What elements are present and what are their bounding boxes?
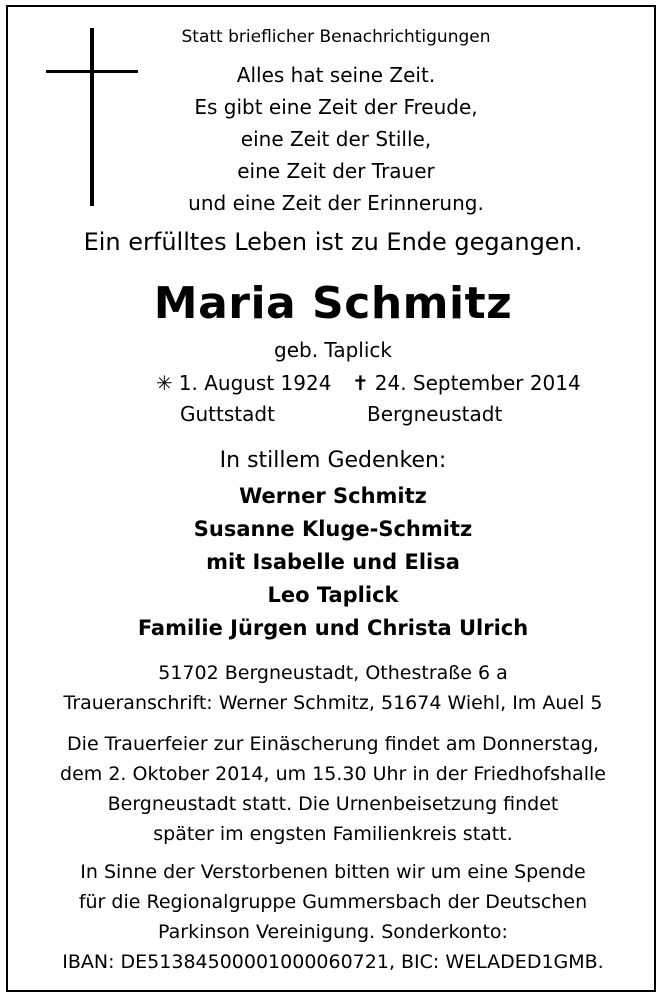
birth-star-icon: ✳ <box>156 371 173 395</box>
donation-line: für die Regionalgruppe Gummersbach der Deutschen <box>78 891 588 913</box>
verse-line: Alles hat seine Zeit. <box>236 63 436 87</box>
donation-line: In Sinne der Verstorbenen bitten wir um eine Spende <box>80 861 586 883</box>
birth-date-text: 1. August 1924 <box>178 371 332 395</box>
mourner-name: Leo Taplick <box>267 583 399 607</box>
birth-date <box>156 371 331 395</box>
cross-icon <box>46 28 138 206</box>
mourner-name: Familie Jürgen und Christa Ulrich <box>137 616 529 640</box>
ceremony-line: Die Trauerfeier zur Einäscherung findet am Donnerstag, <box>67 733 599 755</box>
mourners-heading: In stillem Gedenken: <box>219 448 447 473</box>
address-line: 51702 Bergneustadt, Othestraße 6 a <box>158 662 508 684</box>
address-line: Traueranschrift: Werner Schmitz, 51674 Wiehl, Im Auel 5 <box>63 692 603 714</box>
death-date-text: 24. September 2014 <box>374 371 581 395</box>
maiden-name: geb. Taplick <box>274 338 392 362</box>
mourner-name: Werner Schmitz <box>239 484 427 508</box>
donation-line: IBAN: DE51384500001000060721, BIC: WELADED1GMB. <box>62 951 604 973</box>
deceased-name: Maria Schmitz <box>153 278 513 329</box>
death-place: Bergneustadt <box>367 402 503 426</box>
death-cross-icon: ✝ <box>352 371 369 395</box>
intro-line: Ein erfülltes Leben ist zu Ende gegangen. <box>83 228 583 256</box>
verse-line: eine Zeit der Stille, <box>240 127 432 151</box>
ceremony-line: später im engsten Familienkreis statt. <box>153 823 513 845</box>
ceremony-line: Bergneustadt statt. Die Urnenbeisetzung findet <box>107 793 559 815</box>
mourner-name: Susanne Kluge-Schmitz <box>193 517 473 541</box>
mourner-name: mit Isabelle und Elisa <box>206 550 460 574</box>
death-date <box>352 371 581 395</box>
ceremony-line: dem 2. Oktober 2014, um 15.30 Uhr in der Friedhofshalle <box>60 763 606 785</box>
verse-line: Es gibt eine Zeit der Freude, <box>194 95 478 119</box>
verse-line: und eine Zeit der Erinnerung. <box>188 191 484 215</box>
header-note: Statt brieflicher Benachrichtigungen <box>181 27 491 47</box>
birth-place: Guttstadt <box>180 402 275 426</box>
donation-line: Parkinson Vereinigung. Sonderkonto: <box>158 921 508 943</box>
verse-line: eine Zeit der Trauer <box>237 159 435 183</box>
